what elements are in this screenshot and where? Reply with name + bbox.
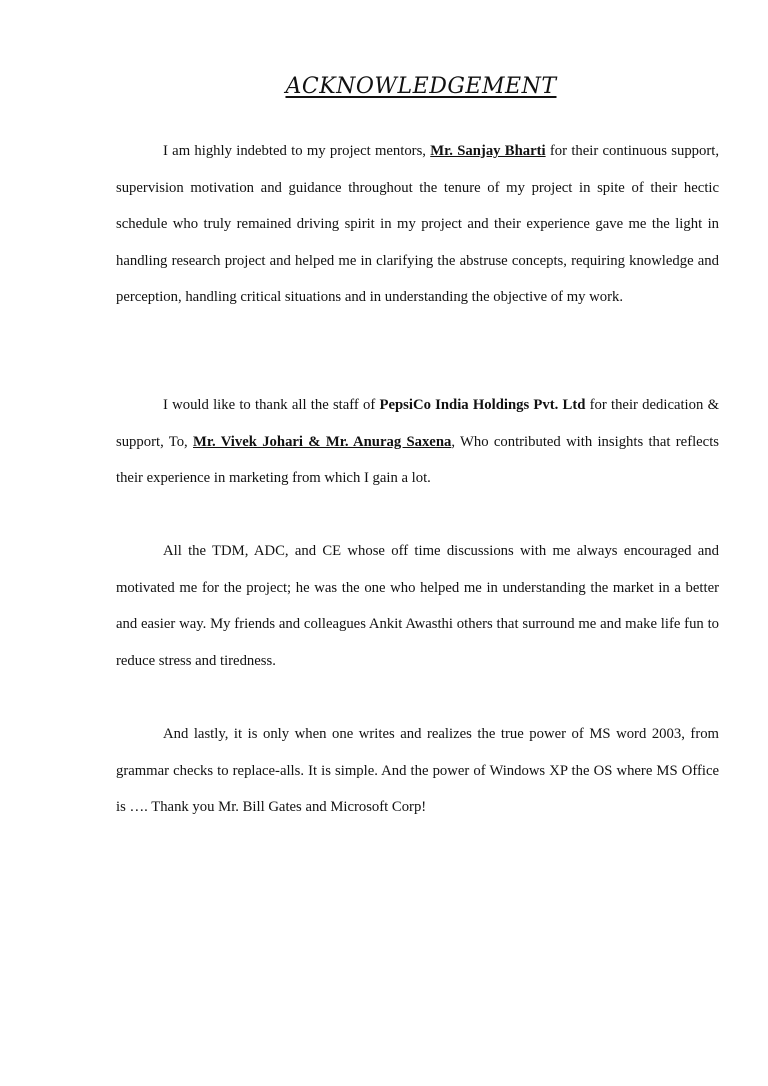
- paragraph-text: for their dedication & support, To,: [116, 397, 719, 450]
- page-title: ACKNOWLEDGEMENT: [285, 74, 557, 99]
- contributor-names: Mr. Vivek Johari & Mr. Anurag Saxena: [193, 433, 452, 450]
- paragraph-text: I am highly indebted to my project mentors,: [163, 143, 431, 159]
- paragraph-staff: [116, 387, 719, 497]
- paragraph-text: I would like to thank all the staff of: [163, 397, 380, 413]
- paragraph-colleagues: All the TDM, ADC, and CE whose off time discussions with me always encouraged and motivated me for the project; he was the one who helped me in understanding the market in a better and easier way. My friends and colleagues Ankit Awasthi others that surround me and make life fun to reduce stress and tiredness.: [116, 543, 719, 669]
- mentor-name: Mr. Sanjay Bharti: [430, 143, 546, 159]
- paragraph-mentors: [116, 133, 719, 316]
- paragraph-closing: And lastly, it is only when one writes and realizes the true power of MS word 2003, from grammar checks to replace-alls. It is simple. And the power of Windows XP the OS where MS Office is …. Thank you Mr. Bill Gates and Microsoft Corp!: [116, 726, 719, 816]
- company-name: PepsiCo India Holdings Pvt. Ltd: [379, 397, 586, 413]
- paragraph-text: for their continuous support, supervision motivation and guidance throughout the tenure of my project in spite of their hectic schedule who truly remained driving spirit in my project and their experience gave me the light in handling research project and helped me in clarifying the abstruse concepts, requiring knowledge and perception, handling critical situations and in understanding the objective of my work.: [116, 143, 720, 306]
- paragraph-text: , Who contributed with insights that reflects their experience in marketing from which I gain a lot.: [116, 433, 719, 487]
